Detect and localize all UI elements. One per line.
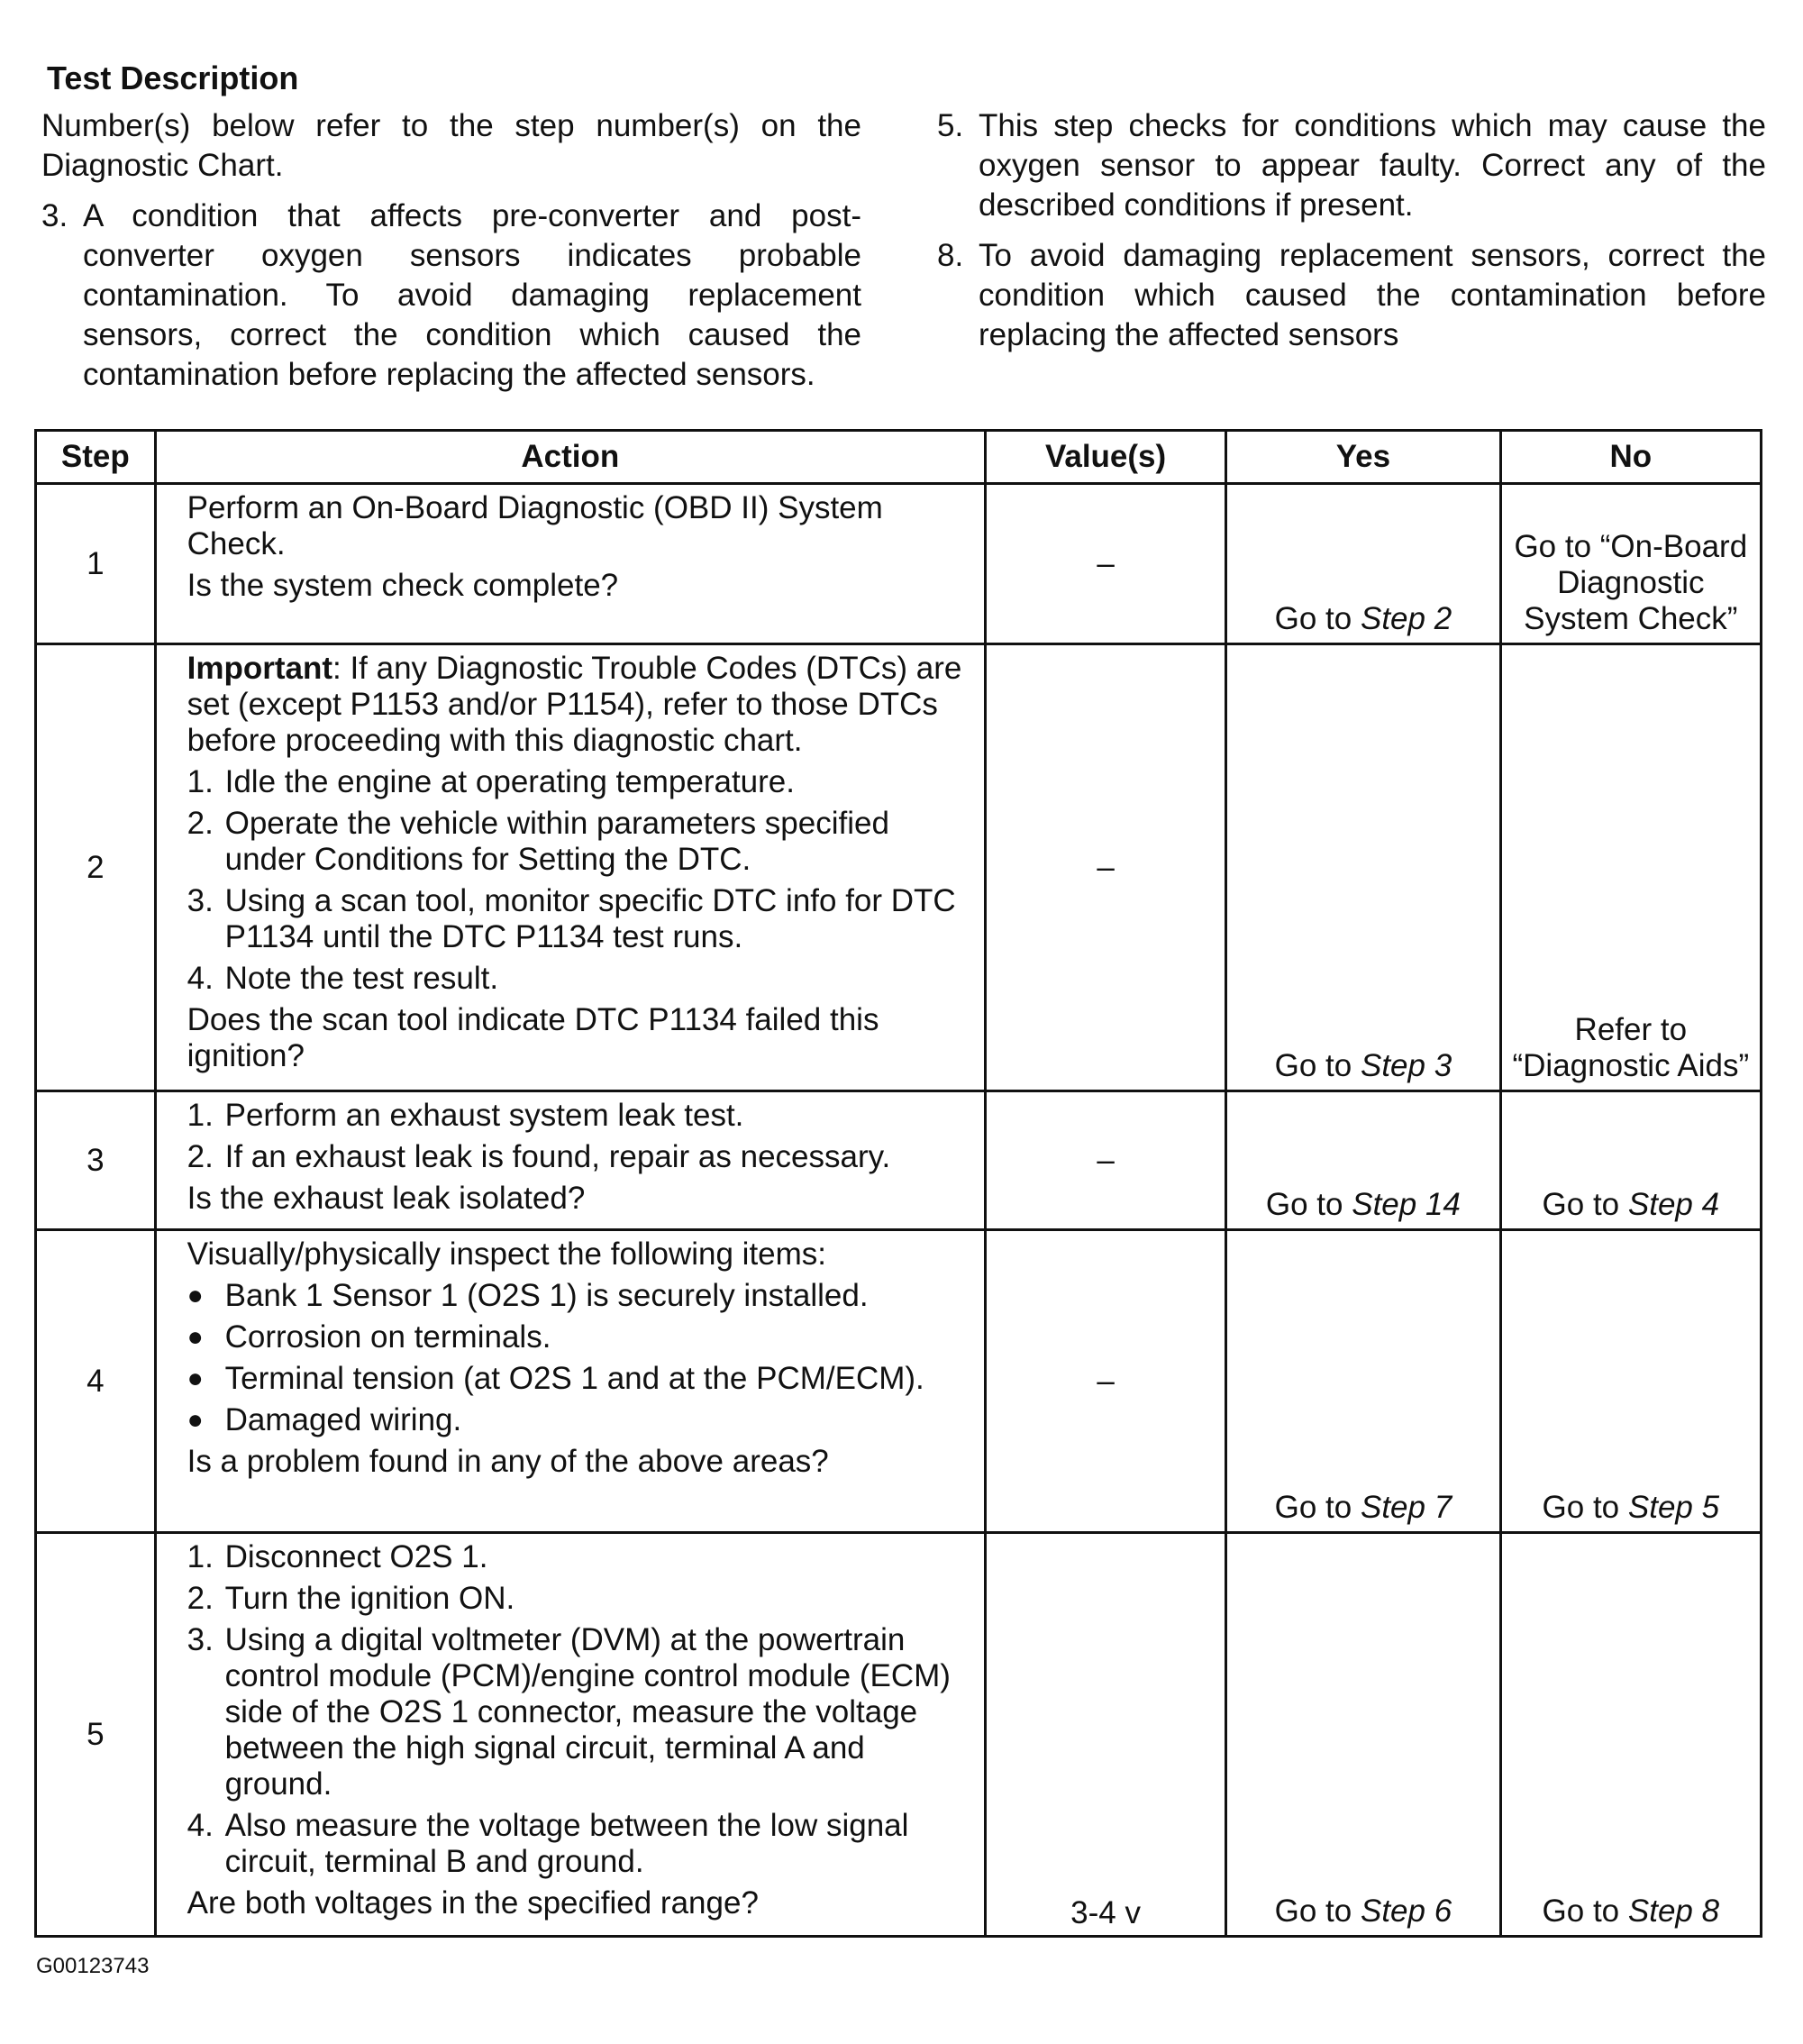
step-ref-number: 7 [1434, 1490, 1452, 1525]
item-number: 1. [187, 1098, 214, 1133]
intro-item [41, 196, 861, 395]
action-question: Does the scan tool indicate DTC P1134 failed this ignition? [187, 1002, 879, 1073]
item-text: Idle the engine at operating temperature. [224, 764, 795, 799]
intro-item [937, 236, 1766, 355]
go-to-label: Go to [1274, 1048, 1352, 1083]
go-to-label: Go to [1265, 1187, 1343, 1222]
action-item [187, 764, 971, 800]
no-cell: Refer to “Diagnostic Aids” [1500, 644, 1761, 1091]
step-number: 5 [36, 1533, 156, 1937]
diagnostic-chart-table [34, 429, 1762, 1938]
item-number: 1. [187, 764, 214, 799]
step-ref [1628, 1893, 1719, 1929]
value-cell: – [985, 1091, 1225, 1230]
important-label: Important [187, 651, 332, 686]
section-heading: Test Description [47, 59, 299, 96]
action-item [187, 1581, 971, 1617]
yes-cell [1226, 644, 1500, 1091]
step-number: 4 [36, 1230, 156, 1533]
item-text: Turn the ignition ON. [224, 1581, 515, 1616]
no-cell [1500, 1533, 1761, 1937]
action-cell [155, 1533, 985, 1937]
action-text: Perform an On-Board Diagnostic (OBD II) System Check. [187, 490, 883, 561]
item-text: Also measure the voltage between the low signal circuit, terminal B and ground. [224, 1808, 909, 1879]
intro-item-text: To avoid damaging replacement sensors, correct the condition which caused the contamination before replacing the affected sensors [979, 238, 1766, 352]
step-word: Step [1360, 1490, 1425, 1525]
step-ref [1352, 1187, 1461, 1222]
item-number: 2. [187, 806, 214, 841]
step-word: Step [1360, 1893, 1425, 1929]
table-row [36, 1091, 1762, 1230]
bullet-item [187, 1278, 971, 1314]
action-item [187, 1808, 971, 1880]
step-ref [1361, 1893, 1452, 1929]
value-cell: – [985, 1230, 1225, 1533]
yes-cell [1226, 484, 1500, 644]
step-ref [1628, 1187, 1719, 1222]
step-ref-number: 3 [1434, 1048, 1452, 1083]
value-cell: – [985, 644, 1225, 1091]
action-item [187, 961, 971, 997]
step-ref-number: 2 [1434, 601, 1452, 636]
item-number: 4. [187, 1808, 214, 1843]
yes-cell [1226, 1533, 1500, 1937]
intro-left-column [41, 106, 861, 406]
action-cell [155, 644, 985, 1091]
item-text: Perform an exhaust system leak test. [224, 1098, 744, 1133]
action-item [187, 806, 971, 878]
item-text: Disconnect O2S 1. [224, 1539, 488, 1574]
action-item [187, 1098, 971, 1134]
intro-item-text: A condition that affects pre-converter and post-converter oxygen sensors indicates probable contamination. To avoid damaging replacement sensors, correct the condition which caused the contamination before replacing the affected sensors. [83, 198, 861, 392]
no-cell [1500, 1091, 1761, 1230]
go-to-label: Go to [1274, 601, 1352, 636]
figure-id: G00123743 [36, 1954, 150, 1978]
action-question: Are both voltages in the specified range? [187, 1885, 759, 1921]
bullet-text: Damaged wiring. [224, 1402, 462, 1437]
intro-item [937, 106, 1766, 225]
value-cell: 3-4 v [985, 1533, 1225, 1937]
header-value: Value(s) [985, 431, 1225, 484]
item-number: 4. [187, 961, 214, 996]
step-number: 3 [36, 1091, 156, 1230]
step-ref-number: 14 [1425, 1187, 1461, 1222]
step-ref [1361, 601, 1452, 636]
bullet-icon: ● [187, 1281, 204, 1310]
item-number: 2. [187, 1581, 214, 1616]
step-word: Step [1360, 601, 1425, 636]
step-word: Step [1627, 1187, 1693, 1222]
step-ref-number: 8 [1701, 1893, 1720, 1929]
item-number: 3. [187, 1622, 214, 1657]
action-cell [155, 1230, 985, 1533]
intro-right-column [937, 106, 1766, 366]
header-action: Action [155, 431, 985, 484]
action-cell [155, 1091, 985, 1230]
yes-cell [1226, 1230, 1500, 1533]
no-cell: Go to “On-Board Diagnostic System Check” [1500, 484, 1761, 644]
header-yes: Yes [1226, 431, 1500, 484]
item-number: 1. [187, 1539, 214, 1574]
action-item [187, 883, 971, 955]
action-question: Is a problem found in any of the above areas? [187, 1444, 829, 1479]
action-question: Is the system check complete? [187, 568, 619, 603]
header-no: No [1500, 431, 1761, 484]
step-ref [1361, 1048, 1452, 1083]
go-to-label: Go to [1274, 1893, 1352, 1929]
intro-item-number: 5. [937, 108, 964, 143]
item-text: Operate the vehicle within parameters specified under Conditions for Setting the DTC. [224, 806, 889, 877]
action-question: Is the exhaust leak isolated? [187, 1181, 586, 1216]
intro-item-number: 8. [937, 238, 964, 273]
action-item [187, 1622, 971, 1802]
table-row [36, 484, 1762, 644]
bullet-text: Bank 1 Sensor 1 (O2S 1) is securely installed. [224, 1278, 869, 1313]
item-text: Using a scan tool, monitor specific DTC info for DTC P1134 until the DTC P1134 test runs. [224, 883, 956, 954]
step-ref-number: 6 [1434, 1893, 1452, 1929]
step-ref [1361, 1490, 1452, 1525]
bullet-item [187, 1361, 971, 1397]
step-word: Step [1627, 1490, 1693, 1525]
table-row [36, 644, 1762, 1091]
yes-cell [1226, 1091, 1500, 1230]
step-number: 1 [36, 484, 156, 644]
item-text: Using a digital voltmeter (DVM) at the powertrain control module (PCM)/engine control module (ECM) side of the O2S 1 connector, measure the voltage between the high signal circuit, terminal A and ground. [224, 1622, 951, 1802]
intro-item-text: This step checks for conditions which may cause the oxygen sensor to appear faulty. Correct any of the described conditions if present. [979, 108, 1766, 223]
value-cell: – [985, 484, 1225, 644]
table-row [36, 1533, 1762, 1937]
important-text: : If any Diagnostic Trouble Codes (DTCs) are set (except P1153 and/or P1154), refer to those DTCs before proceeding with this diagnostic chart. [187, 651, 962, 758]
go-to-label: Go to [1274, 1490, 1352, 1525]
step-word: Step [1352, 1187, 1417, 1222]
step-word: Step [1627, 1893, 1693, 1929]
important-note [187, 651, 971, 759]
bullet-text: Terminal tension (at O2S 1 and at the PCM/ECM). [224, 1361, 924, 1396]
bullet-item [187, 1402, 971, 1438]
step-ref-number: 5 [1701, 1490, 1720, 1525]
action-item [187, 1539, 971, 1575]
go-to-label: Go to [1542, 1893, 1620, 1929]
bullet-icon: ● [187, 1405, 204, 1435]
bullet-text: Corrosion on terminals. [224, 1319, 551, 1355]
action-item [187, 1139, 971, 1175]
action-cell [155, 484, 985, 644]
item-number: 3. [187, 883, 214, 918]
action-text: Visually/physically inspect the following items: [187, 1236, 827, 1272]
table-header-row [36, 431, 1762, 484]
step-ref-number: 4 [1701, 1187, 1720, 1222]
step-word: Step [1360, 1048, 1425, 1083]
bullet-item [187, 1319, 971, 1355]
step-number: 2 [36, 644, 156, 1091]
intro-lead: Number(s) below refer to the step number(s) on the Diagnostic Chart. [41, 108, 861, 183]
bullet-icon: ● [187, 1364, 204, 1393]
intro-item-number: 3. [41, 198, 68, 233]
item-text: If an exhaust leak is found, repair as necessary. [224, 1139, 891, 1174]
go-to-label: Go to [1542, 1490, 1620, 1525]
item-number: 2. [187, 1139, 214, 1174]
step-ref [1628, 1490, 1719, 1525]
no-cell [1500, 1230, 1761, 1533]
table-row [36, 1230, 1762, 1533]
item-text: Note the test result. [224, 961, 499, 996]
bullet-icon: ● [187, 1322, 204, 1352]
header-step: Step [36, 431, 156, 484]
go-to-label: Go to [1542, 1187, 1620, 1222]
